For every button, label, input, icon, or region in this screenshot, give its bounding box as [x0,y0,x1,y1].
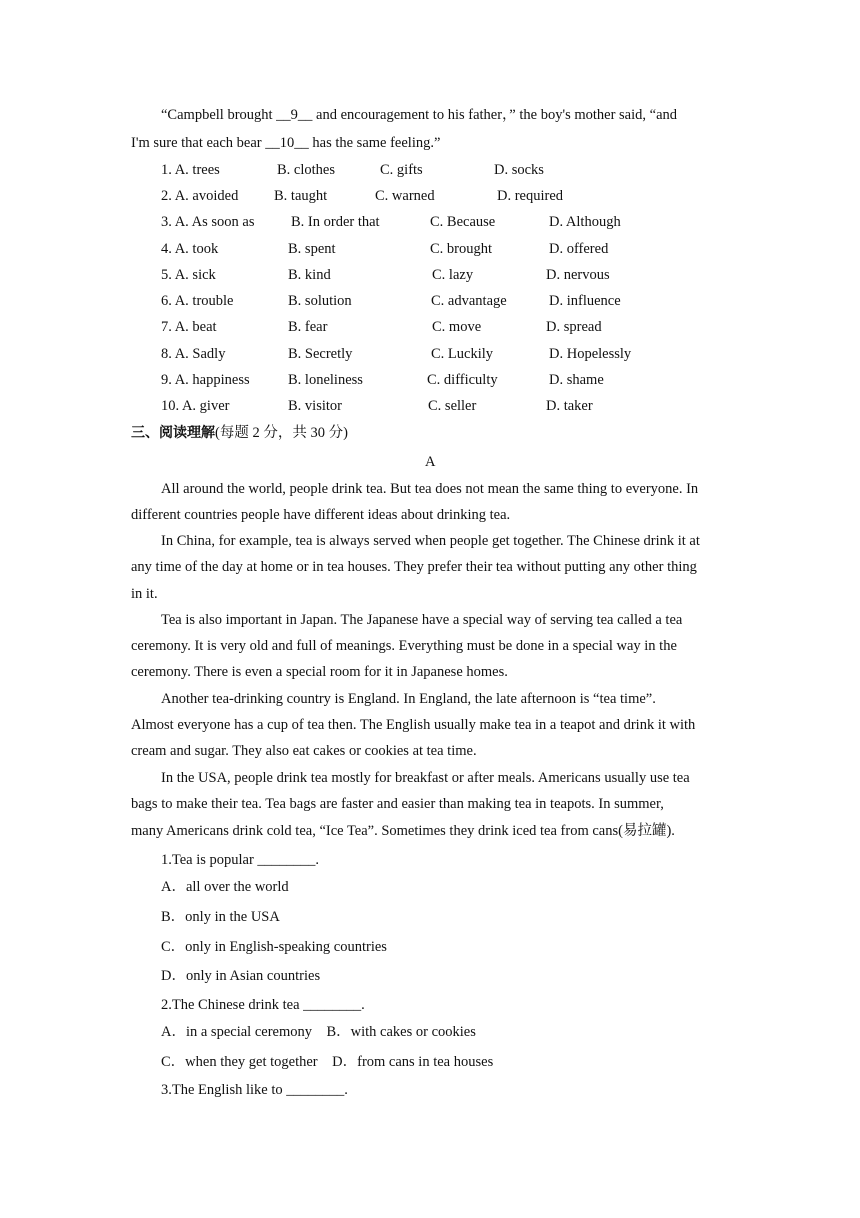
cloze-option-a: 5. A. sick [161,267,216,283]
intro-line-1: “Campbell brought __9__ and encouragement to his father，” the boy's mother said, “and [161,107,678,123]
cloze-option-d: D. shame [549,372,604,388]
cloze-option-c: C. seller [428,398,477,414]
cloze-option-b: B. Secretly [288,346,353,362]
cloze-option-a: 1. A. trees [161,162,220,178]
cloze-option-d: D. required [497,188,564,204]
question-2-options-cd: C．when they get together D．from cans in tea houses [161,1054,494,1070]
cloze-option-b: B. In order that [291,214,380,230]
passage-line: Almost everyone has a cup of tea then. The English usually make tea in a teapot and drink it with [131,717,696,733]
cloze-option-d: D. influence [549,293,621,309]
cloze-option-c: C. advantage [431,293,507,309]
cloze-option-c: C. difficulty [427,372,498,388]
cloze-option-a: 8. A. Sadly [161,346,226,362]
cloze-option-b: B. loneliness [288,372,363,388]
question-1-option-a: A．all over the world [161,879,289,895]
cloze-option-b: B. fear [288,319,328,335]
cloze-option-d: D. Although [549,214,621,230]
intro-line-2: I'm sure that each bear __10__ has the same feeling.” [131,135,441,151]
cloze-option-d: D. taker [546,398,593,414]
passage-line: ceremony. It is very old and full of meanings. Everything must be done in a special way in the [131,638,677,654]
cloze-option-a: 7. A. beat [161,319,217,335]
cloze-option-a: 9. A. happiness [161,372,250,388]
section-heading-note: (每题 2 分，共 30 分) [215,425,348,441]
passage-line: in it. [131,586,158,602]
cloze-option-d: D. spread [546,319,602,335]
question-1-option-d: D．only in Asian countries [161,968,321,984]
cloze-option-a: 6. A. trouble [161,293,234,309]
cloze-option-a: 2. A. avoided [161,188,239,204]
question-1-option-c: C．only in English-speaking countries [161,939,387,955]
passage-line: Another tea-drinking country is England. In England, the late afternoon is “tea time”. [161,691,656,707]
question-1-option-b: B．only in the USA [161,909,280,925]
cloze-option-d: D. nervous [546,267,610,283]
section-heading-title: 三、阅读理解 [131,425,215,441]
cloze-option-c: C. gifts [380,162,423,178]
question-1: 1.Tea is popular ________. [161,852,320,868]
cloze-option-c: C. brought [430,241,493,257]
passage-line: different countries people have different ideas about drinking tea. [131,507,511,523]
passage-line: many Americans drink cold tea, “Ice Tea”. Sometimes they drink iced tea from cans(易拉罐). [131,823,675,839]
question-2: 2.The Chinese drink tea ________. [161,997,365,1013]
cloze-option-d: D. Hopelessly [549,346,632,362]
question-2-options-ab: A．in a special ceremony B．with cakes or cookies [161,1024,476,1040]
passage-line: All around the world, people drink tea. But tea does not mean the same thing to everyone. In [161,481,699,497]
cloze-option-b: B. visitor [288,398,342,414]
passage-line: In China, for example, tea is always served when people get together. The Chinese drink it at [161,533,700,549]
section-heading [131,424,348,442]
passage-line: cream and sugar. They also eat cakes or cookies at tea time. [131,743,477,759]
cloze-option-a: 3. A. As soon as [161,214,255,230]
cloze-option-b: B. clothes [277,162,335,178]
cloze-option-b: B. solution [288,293,352,309]
cloze-option-c: C. lazy [432,267,474,283]
passage-line: any time of the day at home or in tea houses. They prefer their tea without putting any other thing [131,559,697,575]
cloze-option-c: C. warned [375,188,435,204]
cloze-option-a: 10. A. giver [161,398,230,414]
passage-line: bags to make their tea. Tea bags are faster and easier than making tea in teapots. In summer, [131,796,664,812]
cloze-option-b: B. kind [288,267,331,283]
passage-line: Tea is also important in Japan. The Japanese have a special way of serving tea called a tea [161,612,683,628]
passage-line: In the USA, people drink tea mostly for breakfast or after meals. Americans usually use tea [161,770,690,786]
cloze-option-a: 4. A. took [161,241,219,257]
cloze-option-b: B. spent [288,241,336,257]
cloze-option-d: D. offered [549,241,609,257]
question-3: 3.The English like to ________. [161,1082,348,1098]
passage-line: ceremony. There is even a special room for it in Japanese homes. [131,664,508,680]
cloze-option-d: D. socks [494,162,544,178]
cloze-option-c: C. move [432,319,482,335]
cloze-option-c: C. Luckily [431,346,494,362]
cloze-option-b: B. taught [274,188,328,204]
passage-label: A [425,454,436,470]
cloze-option-c: C. Because [430,214,496,230]
